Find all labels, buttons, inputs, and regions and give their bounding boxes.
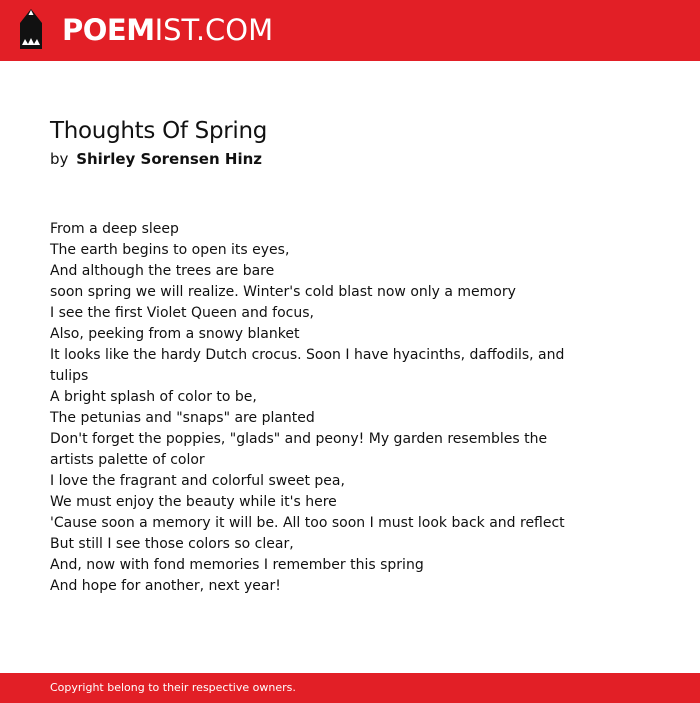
poem-title: Thoughts Of Spring — [50, 118, 268, 144]
logo-bold-text: POEM — [62, 13, 155, 47]
poem-line: soon spring we will realize. Winter's cold blast now only a memory — [50, 284, 516, 300]
poem-line: And, now with fond memories I remember this spring — [50, 557, 424, 573]
copyright-text: Copyright belong to their respective owners. — [50, 681, 296, 694]
poem-line: Also, peeking from a snowy blanket — [50, 326, 300, 342]
poem-byline — [50, 149, 262, 169]
poem-line: The earth begins to open its eyes, — [50, 242, 290, 258]
poem-line: I see the first Violet Queen and focus, — [50, 305, 314, 321]
poem-line: From a deep sleep — [50, 221, 179, 237]
site-footer — [0, 673, 700, 703]
site-header — [0, 0, 700, 61]
logo-light-text: IST.COM — [154, 13, 274, 47]
poem-line: And hope for another, next year! — [50, 578, 281, 594]
poem-line: And although the trees are bare — [50, 263, 275, 279]
poem-line: Don't forget the poppies, "glads" and peony! My garden resembles the artists palette of color — [50, 431, 548, 468]
poem-line: A bright splash of color to be, — [50, 389, 257, 405]
by-label: by — [50, 150, 69, 168]
poem-line: The petunias and "snaps" are planted — [50, 410, 315, 426]
poem-body — [50, 219, 570, 597]
poem-line: It looks like the hardy Dutch crocus. Soon I have hyacinths, daffodils, and tulips — [50, 347, 565, 384]
pencil-tip-icon[interactable] — [19, 9, 43, 51]
poem-line: I love the fragrant and colorful sweet pea, — [50, 473, 345, 489]
poem-line: We must enjoy the beauty while it's here — [50, 494, 337, 510]
site-logo[interactable] — [62, 13, 273, 47]
poem-line: But still I see those colors so clear, — [50, 536, 294, 552]
author-name[interactable]: Shirley Sorensen Hinz — [76, 150, 262, 168]
poem-line: 'Cause soon a memory it will be. All too soon I must look back and reflect — [50, 515, 565, 531]
